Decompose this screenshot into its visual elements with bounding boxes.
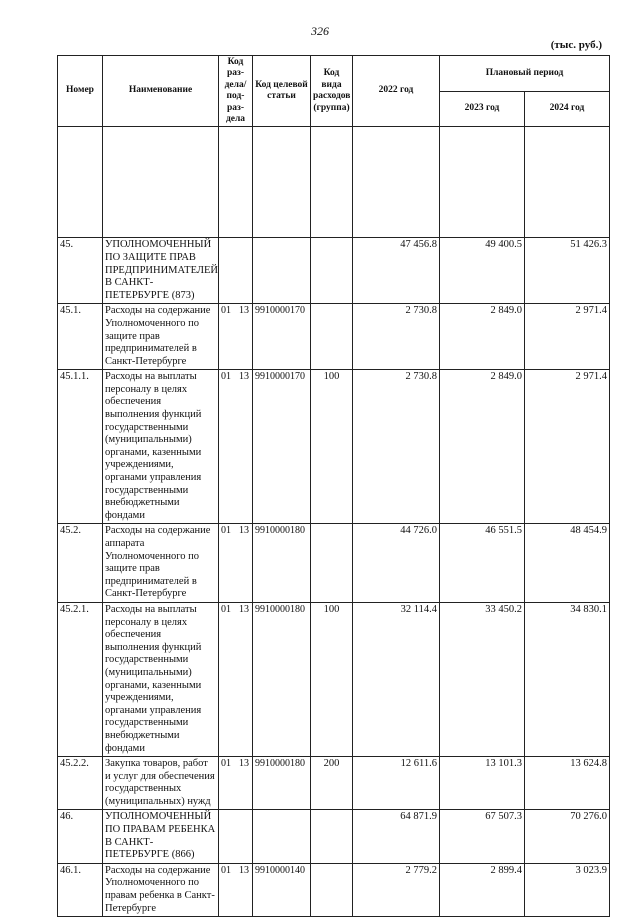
row-section-code xyxy=(219,757,253,810)
table-row xyxy=(58,304,610,370)
row-number: 45.2.2. xyxy=(58,757,103,810)
row-name: Расходы на выплаты персоналу в целях обеспечения выполнения функций государственными (муниципальными) органами, казенными учреждениями, органами управления государственными внебюджетными фондами xyxy=(103,602,219,756)
row-number: 45.2. xyxy=(58,524,103,603)
row-number: 45.1.1. xyxy=(58,370,103,524)
row-kind-code: 100 xyxy=(311,602,353,756)
row-section-code xyxy=(219,810,253,863)
table-row xyxy=(58,757,610,810)
table-row xyxy=(58,370,610,524)
header-section-code: Код раз- дела/ под- раз- дела xyxy=(219,56,253,127)
row-target-code: 9910000170 xyxy=(253,304,311,370)
row-amount-2024: 3 023.9 xyxy=(525,863,610,916)
header-name: Наименование xyxy=(103,56,219,127)
row-amount-2023: 2 849.0 xyxy=(440,304,525,370)
row-subsection: 13 xyxy=(239,603,249,615)
row-amount-2024: 34 830.1 xyxy=(525,602,610,756)
page-number: 326 xyxy=(311,24,329,38)
row-amount-2022: 44 726.0 xyxy=(353,524,440,603)
row-amount-2024: 70 276.0 xyxy=(525,810,610,863)
budget-table xyxy=(57,55,610,917)
table-row xyxy=(58,524,610,603)
row-amount-2022: 2 779.2 xyxy=(353,863,440,916)
row-kind-code: 200 xyxy=(311,757,353,810)
row-section-code xyxy=(219,238,253,304)
row-amount-2023: 2 849.0 xyxy=(440,370,525,524)
row-section: 01 xyxy=(221,864,231,876)
row-amount-2024: 13 624.8 xyxy=(525,757,610,810)
row-amount-2024: 2 971.4 xyxy=(525,370,610,524)
row-section: 01 xyxy=(221,305,231,317)
row-section: 01 xyxy=(221,371,231,383)
header-year-2022: 2022 год xyxy=(353,56,440,127)
row-subsection: 13 xyxy=(239,371,249,383)
header-year-2024: 2024 год xyxy=(525,91,610,127)
row-section-code xyxy=(219,304,253,370)
table-body xyxy=(58,238,610,917)
row-amount-2023: 46 551.5 xyxy=(440,524,525,603)
row-name: Расходы на содержание аппарата Уполномоченного по защите прав предпринимателей в Санкт-Петербурге xyxy=(103,524,219,603)
row-section-code xyxy=(219,370,253,524)
row-name: Закупка товаров, работ и услуг для обеспечения государственных (муниципальных) нужд xyxy=(103,757,219,810)
row-amount-2022: 12 611.6 xyxy=(353,757,440,810)
table-row xyxy=(58,238,610,304)
header-kind-code: Код вида расходов (группа) xyxy=(311,56,353,127)
row-name: Расходы на содержание Уполномоченного по защите прав предпринимателей в Санкт-Петербурге xyxy=(103,304,219,370)
header-year-2023: 2023 год xyxy=(440,91,525,127)
row-target-code: 9910000180 xyxy=(253,602,311,756)
row-amount-2024: 2 971.4 xyxy=(525,304,610,370)
row-subsection: 13 xyxy=(239,525,249,537)
row-kind-code xyxy=(311,863,353,916)
row-amount-2023: 67 507.3 xyxy=(440,810,525,863)
row-target-code: 9910000140 xyxy=(253,863,311,916)
row-number: 46.1. xyxy=(58,863,103,916)
row-subsection: 13 xyxy=(239,758,249,770)
row-name: Расходы на содержание Уполномоченного по правам ребенка в Санкт-Петербурге xyxy=(103,863,219,916)
row-kind-code xyxy=(311,304,353,370)
row-amount-2024: 51 426.3 xyxy=(525,238,610,304)
row-amount-2023: 13 101.3 xyxy=(440,757,525,810)
row-section: 01 xyxy=(221,525,231,537)
row-target-code: 9910000180 xyxy=(253,524,311,603)
row-name: УПОЛНОМОЧЕННЫЙ ПО ПРАВАМ РЕБЕНКА В САНКТ-ПЕТЕРБУРГЕ (866) xyxy=(103,810,219,863)
row-target-code xyxy=(253,238,311,304)
table-row xyxy=(58,602,610,756)
row-number: 45.1. xyxy=(58,304,103,370)
row-amount-2022: 47 456.8 xyxy=(353,238,440,304)
row-section: 01 xyxy=(221,758,231,770)
row-amount-2022: 64 871.9 xyxy=(353,810,440,863)
row-kind-code xyxy=(311,810,353,863)
row-target-code xyxy=(253,810,311,863)
row-subsection: 13 xyxy=(239,864,249,876)
row-section: 01 xyxy=(221,603,231,615)
row-number: 46. xyxy=(58,810,103,863)
row-amount-2024: 48 454.9 xyxy=(525,524,610,603)
table-row xyxy=(58,810,610,863)
row-target-code: 9910000170 xyxy=(253,370,311,524)
row-number: 45. xyxy=(58,238,103,304)
header-planned-period: Плановый период xyxy=(440,56,610,92)
row-name: Расходы на выплаты персоналу в целях обеспечения выполнения функций государственными (муниципальными) органами, казенными учреждениями, органами управления государственными внебюджетными фондами xyxy=(103,370,219,524)
header-target-code: Код целевой статьи xyxy=(253,56,311,127)
row-subsection: 13 xyxy=(239,305,249,317)
row-section-code xyxy=(219,524,253,603)
table-header-row xyxy=(58,56,610,92)
units-label: (тыс. руб.) xyxy=(550,39,602,51)
row-number: 45.2.1. xyxy=(58,602,103,756)
row-amount-2022: 2 730.8 xyxy=(353,370,440,524)
row-amount-2022: 32 114.4 xyxy=(353,602,440,756)
header-number: Номер xyxy=(58,56,103,127)
row-amount-2023: 49 400.5 xyxy=(440,238,525,304)
header-spacer-row xyxy=(58,127,610,238)
row-kind-code: 100 xyxy=(311,370,353,524)
row-target-code: 9910000180 xyxy=(253,757,311,810)
row-amount-2023: 33 450.2 xyxy=(440,602,525,756)
table-row xyxy=(58,863,610,916)
row-section-code xyxy=(219,602,253,756)
row-section-code xyxy=(219,863,253,916)
row-amount-2022: 2 730.8 xyxy=(353,304,440,370)
row-kind-code xyxy=(311,238,353,304)
row-name: УПОЛНОМОЧЕННЫЙ ПО ЗАЩИТЕ ПРАВ ПРЕДПРИНИМАТЕЛЕЙ В САНКТ-ПЕТЕРБУРГЕ (873) xyxy=(103,238,219,304)
row-kind-code xyxy=(311,524,353,603)
row-amount-2023: 2 899.4 xyxy=(440,863,525,916)
